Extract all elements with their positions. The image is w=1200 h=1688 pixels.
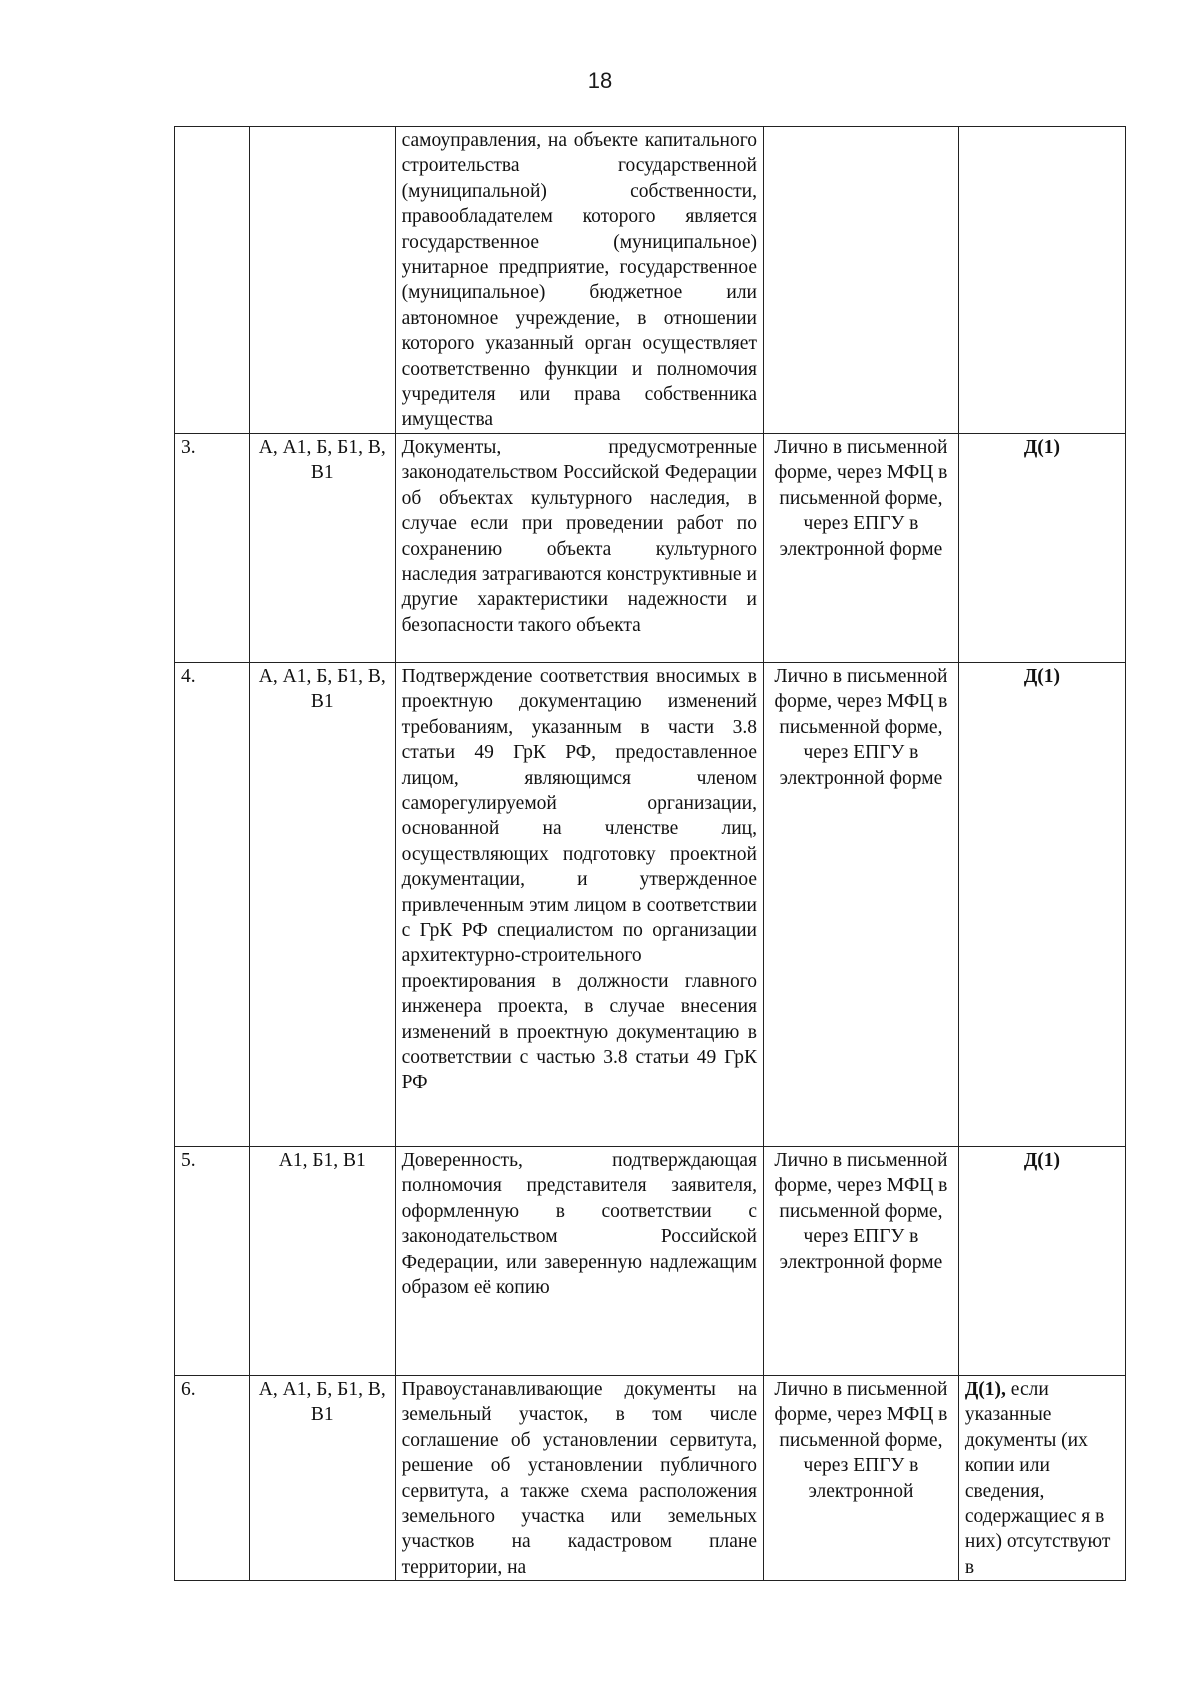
row-categories: А, А1, Б, Б1, В, В1 — [249, 433, 395, 662]
row-submission: Лично в письменной форме, через МФЦ в письменной форме, через ЕПГУ в электронной форме — [763, 662, 958, 1146]
row-result: Д(1) — [958, 1146, 1125, 1375]
page-number: 18 — [587, 68, 613, 93]
row-result — [958, 127, 1125, 434]
table-row — [175, 1375, 1126, 1580]
row-result-note: если указанные документы (их копии или сведения, содержащиес я в них) отсутствуют в — [964, 1378, 1111, 1578]
row-number: 3. — [175, 433, 250, 662]
row-categories — [249, 127, 395, 434]
row-result: Д(1) — [958, 662, 1125, 1146]
row-description: Документы, предусмотренные законодательством Российской Федерации об объектах культурного наследия, в случае если при проведении работ по сохранению объекта культурного наследия затрагиваются конструктивные и другие характеристики надежности и безопасности такого объекта — [395, 433, 763, 662]
row-number: 4. — [175, 662, 250, 1146]
row-categories: А, А1, Б, Б1, В, В1 — [249, 1375, 395, 1580]
row-result — [958, 1375, 1125, 1580]
row-number: 6. — [175, 1375, 250, 1580]
row-description: Правоустанавливающие документы на земельный участок, в том числе соглашение об установлении сервитута, решение об установлении публичного сервитута, а также схема расположения земельного участка или земельных участков на кадастровом плане территории, на — [395, 1375, 763, 1580]
row-result-code: Д(1), — [964, 1378, 1006, 1400]
row-submission — [763, 127, 958, 434]
row-submission: Лично в письменной форме, через МФЦ в письменной форме, через ЕПГУ в электронной форме — [763, 1146, 958, 1375]
row-description: Подтверждение соответствия вносимых в проектную документацию изменений требованиям, указанным в части 3.8 статьи 49 ГрК РФ, предоставленное лицом, являющимся членом саморегулируемой организации, основанной на членстве лиц, осуществляющих подготовку проектной документации, и утвержденное привлеченным этим лицом в соответствии с ГрК РФ специалистом по организации архитектурно-строительного проектирования в должности главного инженера проекта, в случае внесения изменений в проектную документацию в соответствии с частью 3.8 статьи 49 ГрК РФ — [395, 662, 763, 1146]
row-categories: А, А1, Б, Б1, В, В1 — [249, 662, 395, 1146]
row-description: самоуправления, на объекте капитального строительства государственной (муниципальной) собственности, правообладателем которого является государственное (муниципальное) унитарное предприятие, государственное (муниципальное) бюджетное или автономное учреждение, в отношении которого указанный орган осуществляет соответственно функции и полномочия учредителя или права собственника имущества — [395, 127, 763, 434]
row-submission: Лично в письменной форме, через МФЦ в письменной форме, через ЕПГУ в электронной — [763, 1375, 958, 1580]
row-number — [175, 127, 250, 434]
row-categories: А1, Б1, В1 — [249, 1146, 395, 1375]
table-row — [175, 1146, 1126, 1375]
table-row — [175, 662, 1126, 1146]
table-row — [175, 127, 1126, 434]
row-result: Д(1) — [958, 433, 1125, 662]
row-submission: Лично в письменной форме, через МФЦ в письменной форме, через ЕПГУ в электронной форме — [763, 433, 958, 662]
documents-table — [174, 126, 1126, 1581]
row-number: 5. — [175, 1146, 250, 1375]
table-row — [175, 433, 1126, 662]
row-description: Доверенность, подтверждающая полномочия представителя заявителя, оформленную в соответствии с законодательством Российской Федерации, или заверенную надлежащим образом её копию — [395, 1146, 763, 1375]
